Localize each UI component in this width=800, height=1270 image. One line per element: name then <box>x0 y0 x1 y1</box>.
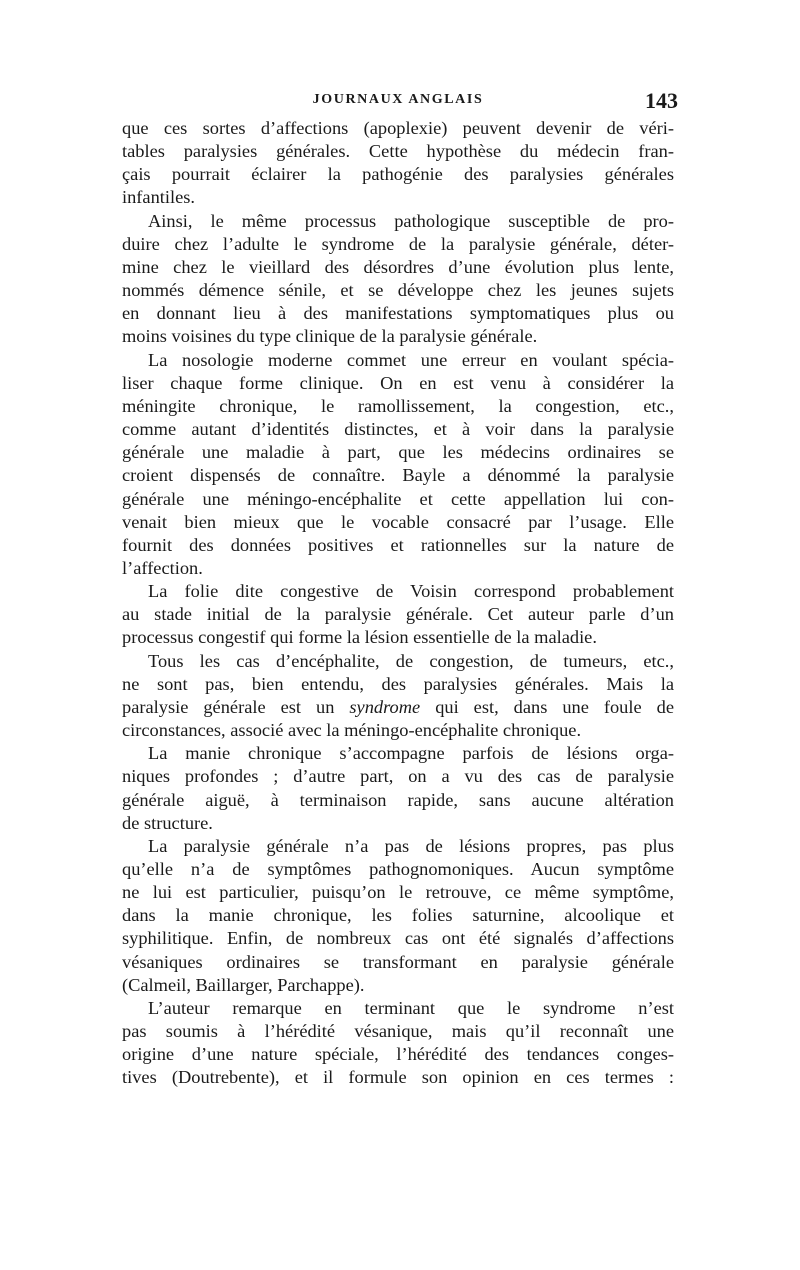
paragraph-2 <box>122 210 674 349</box>
text-line: moins voisines du type clinique de la paralysie générale. <box>122 326 538 347</box>
text-line: liser chaque forme clinique. On en est venu à considérer la <box>122 372 674 393</box>
book-page <box>122 88 678 1090</box>
text-line: dans la manie chronique, les folies saturnine, alcoolique et <box>122 905 674 926</box>
text-line: croient dispensés de connaître. Bayle a dénommé la paralysie <box>122 465 674 486</box>
text-line: (Calmeil, Baillarger, Parchappe). <box>122 974 365 995</box>
paragraph-7 <box>122 835 674 997</box>
text-line: L’auteur remarque en terminant que le syndrome n’est <box>148 997 674 1018</box>
text-line: générale une maladie à part, que les médecins ordinaires se <box>122 442 674 463</box>
text-segment: paralysie générale est un <box>122 696 335 717</box>
text-line: tables paralysies générales. Cette hypothèse du médecin fran- <box>122 141 674 162</box>
text-line: vésaniques ordinaires se transformant en paralysie générale <box>122 951 674 972</box>
text-line: tives (Doutrebente), et il formule son opinion en ces termes : <box>122 1067 674 1088</box>
paragraph-8 <box>122 997 674 1090</box>
text-line: pas soumis à l’hérédité vésanique, mais qu’il reconnaît une <box>122 1021 674 1042</box>
text-line: La folie dite congestive de Voisin correspond probablement <box>148 581 674 602</box>
text-line: La nosologie moderne commet une erreur en voulant spécia- <box>148 349 674 370</box>
text-line: mine chez le vieillard des désordres d’une évolution plus lente, <box>122 256 674 277</box>
paragraph-6 <box>122 742 674 835</box>
text-line: processus congestif qui forme la lésion essentielle de la maladie. <box>122 627 597 648</box>
text-line: générale aiguë, à terminaison rapide, sans aucune altération <box>122 789 674 810</box>
text-line: au stade initial de la paralysie générale. Cet auteur parle d’un <box>122 604 674 625</box>
text-line: Ainsi, le même processus pathologique susceptible de pro- <box>148 210 674 231</box>
paragraph-3 <box>122 349 674 581</box>
paragraph-4 <box>122 580 674 649</box>
text-line: Tous les cas d’encéphalite, de congestion, de tumeurs, etc., <box>148 650 674 671</box>
text-line: ne lui est particulier, puisqu’on le retrouve, ce même symptôme, <box>122 882 674 903</box>
running-title: JOURNAUX ANGLAIS <box>312 92 484 107</box>
running-head <box>122 88 678 114</box>
emphasis-syndrome: syndrome <box>349 696 421 717</box>
paragraph-5 <box>122 650 674 743</box>
text-line-with-emphasis <box>122 696 674 719</box>
text-line: générale une méningo-encéphalite et cette appellation lui con- <box>122 488 674 509</box>
text-line: duire chez l’adulte le syndrome de la paralysie générale, déter- <box>122 233 674 254</box>
text-line: fournit des données positives et rationnelles sur la nature de <box>122 534 674 555</box>
text-line: infantiles. <box>122 187 196 208</box>
text-line: circonstances, associé avec la méningo-encéphalite chronique. <box>122 720 582 741</box>
text-line: La paralysie générale n’a pas de lésions propres, pas plus <box>148 835 674 856</box>
text-line: qu’elle n’a de symptômes pathognomoniques. Aucun symptôme <box>122 859 674 879</box>
text-line: méningite chronique, le ramollissement, la congestion, etc., <box>122 395 674 416</box>
text-line: en donnant lieu à des manifestations symptomatiques plus ou <box>122 303 674 324</box>
text-line: comme autant d’identités distinctes, et à voir dans la paralysie <box>122 419 674 440</box>
text-line: syphilitique. Enfin, de nombreux cas ont été signalés d’affections <box>122 928 674 949</box>
text-segment: qui est, dans une foule de <box>435 696 674 717</box>
text-line: nommés démence sénile, et se développe chez les jeunes sujets <box>122 280 674 301</box>
text-line: niques profondes ; d’autre part, on a vu des cas de paralysie <box>122 766 674 787</box>
body-text <box>122 117 674 1090</box>
text-line: La manie chronique s’accompagne parfois de lésions orga- <box>148 743 674 764</box>
text-line: ne sont pas, bien entendu, des paralysies générales. Mais la <box>122 673 674 694</box>
text-line: l’affection. <box>122 557 203 578</box>
text-line: origine d’une nature spéciale, l’hérédité des tendances conges- <box>122 1044 674 1065</box>
text-line: çais pourrait éclairer la pathogénie des paralysies générales <box>122 164 674 185</box>
text-line: que ces sortes d’affections (apoplexie) peuvent devenir de véri- <box>122 118 674 138</box>
text-line: venait bien mieux que le vocable consacré par l’usage. Elle <box>122 511 674 532</box>
page-number: 143 <box>645 88 678 113</box>
paragraph-1 <box>122 117 674 210</box>
text-line: de structure. <box>122 812 213 833</box>
